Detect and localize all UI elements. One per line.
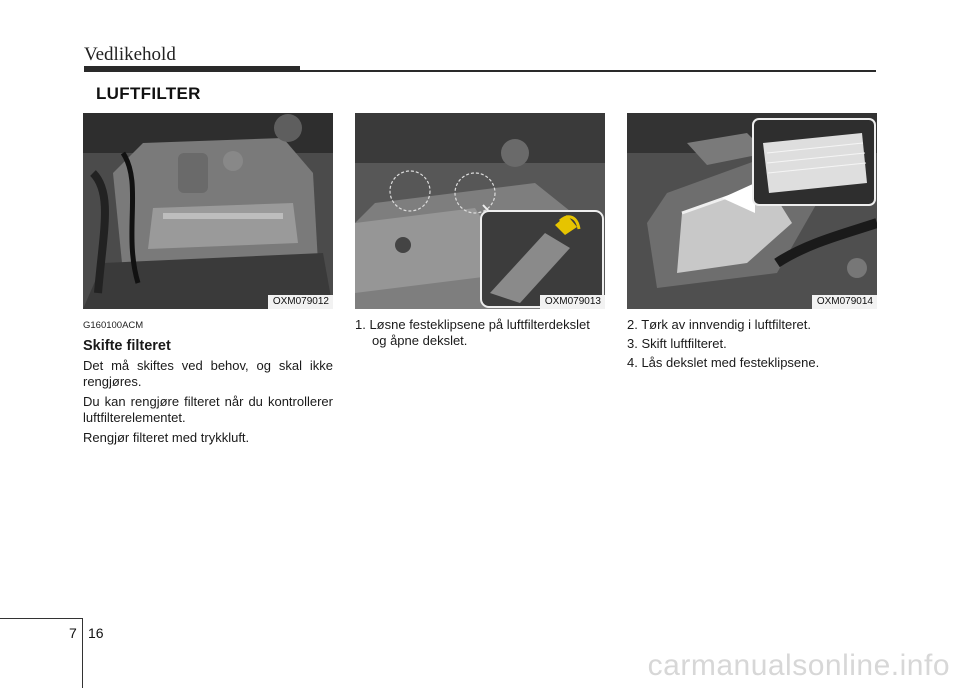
step-item: 2. Tørk av innvendig i luftfilteret. [627,317,812,332]
figure-air-filter-housing [83,113,333,309]
figure-code: OXM079012 [268,295,333,309]
clip-release-illustration [355,113,605,309]
paragraph: Det må skiftes ved behov, og skal ikke rengjøres. [83,358,333,389]
column-replace-filter [83,318,333,450]
column-steps-2-4 [627,317,877,374]
subsection-title: Skifte filteret [83,338,171,354]
section-code: G160100ACM [83,320,144,331]
column-step-1 [355,317,605,352]
figure-filter-element [627,113,877,309]
step-item: 1. Løsne festeklipsene på luftfilterdekslet og åpne dekslet. [355,317,590,348]
figure-clip-release [355,113,605,309]
header-bar [84,66,300,72]
footer-rule [0,618,82,619]
step-item: 4. Lås dekslet med festeklipsene. [627,355,820,370]
step-item: 3. Skift luftfilteret. [627,336,727,351]
section-title: LUFTFILTER [96,84,201,103]
air-filter-housing-illustration [83,113,333,309]
header-title: Vedlikehold [84,44,176,65]
watermark: carmanualsonline.info [647,649,950,682]
page-number: 16 [88,625,104,641]
paragraph: Du kan rengjøre filteret når du kontrollerer luftfilterelementet. [83,394,333,425]
figure-code: OXM079014 [812,295,877,309]
footer-divider [82,618,83,688]
figure-code: OXM079013 [540,295,605,309]
filter-element-illustration [627,113,877,309]
paragraph: Rengjør filteret med trykkluft. [83,430,250,445]
header-rule [300,70,876,72]
chapter-number: 7 [69,625,77,641]
